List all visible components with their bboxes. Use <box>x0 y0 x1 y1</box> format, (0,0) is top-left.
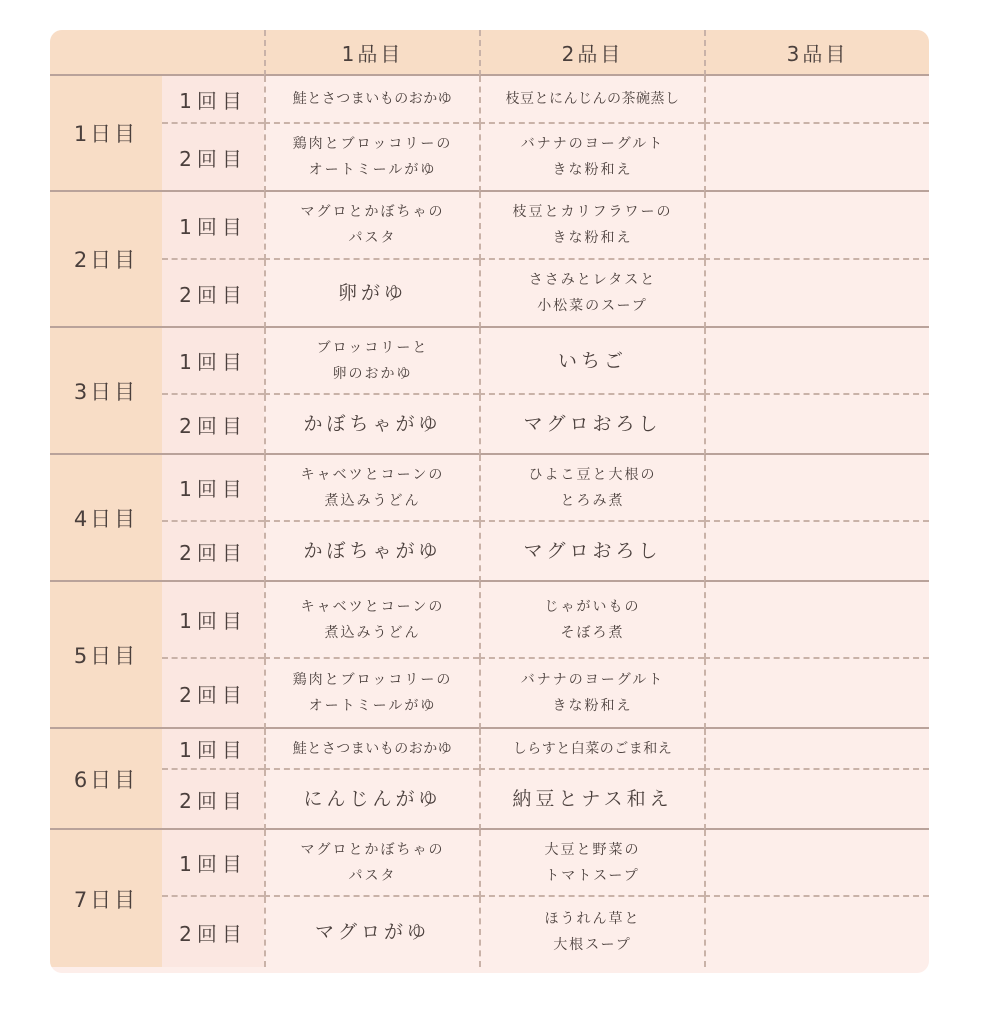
menu-item-1: 鶏肉とブロッコリーの オートミールがゆ <box>264 124 479 192</box>
menu-item-3 <box>704 76 929 124</box>
menu-item-3 <box>704 830 929 897</box>
menu-item-1: 鶏肉とブロッコリーの オートミールがゆ <box>264 659 479 729</box>
menu-item-2: マグロおろし <box>479 522 704 582</box>
meal-label: 1回目 <box>162 192 264 260</box>
menu-item-3 <box>704 328 929 395</box>
menu-item-3 <box>704 455 929 522</box>
menu-item-1: かぼちゃがゆ <box>264 395 479 455</box>
menu-item-1: 卵がゆ <box>264 260 479 328</box>
menu-item-1: ブロッコリーと 卵のおかゆ <box>264 328 479 395</box>
day-label: 1日目 <box>50 76 162 192</box>
menu-item-1: マグロがゆ <box>264 897 479 967</box>
menu-item-3 <box>704 124 929 192</box>
day-label: 6日目 <box>50 729 162 830</box>
menu-item-3 <box>704 729 929 770</box>
menu-item-2: じゃがいもの そぼろ煮 <box>479 582 704 659</box>
menu-item-2: ほうれん草と 大根スープ <box>479 897 704 967</box>
menu-item-1: マグロとかぼちゃの パスタ <box>264 830 479 897</box>
menu-item-2: バナナのヨーグルト きな粉和え <box>479 659 704 729</box>
menu-item-2: 大豆と野菜の トマトスープ <box>479 830 704 897</box>
weekly-menu-table <box>50 30 929 973</box>
header-item-1: 1品目 <box>264 30 479 76</box>
menu-item-3 <box>704 260 929 328</box>
menu-item-2: ひよこ豆と大根の とろみ煮 <box>479 455 704 522</box>
menu-item-2: いちご <box>479 328 704 395</box>
menu-item-1: 鮭とさつまいものおかゆ <box>264 76 479 124</box>
menu-item-2: バナナのヨーグルト きな粉和え <box>479 124 704 192</box>
meal-label: 2回目 <box>162 260 264 328</box>
day-label: 7日目 <box>50 830 162 967</box>
header-corner <box>50 30 264 76</box>
menu-item-2: 納豆とナス和え <box>479 770 704 830</box>
menu-item-2: 枝豆とにんじんの茶碗蒸し <box>479 76 704 124</box>
meal-label: 2回目 <box>162 659 264 729</box>
day-label: 4日目 <box>50 455 162 582</box>
menu-item-1: マグロとかぼちゃの パスタ <box>264 192 479 260</box>
meal-label: 2回目 <box>162 897 264 967</box>
meal-label: 2回目 <box>162 124 264 192</box>
meal-label: 1回目 <box>162 729 264 770</box>
menu-item-3 <box>704 897 929 967</box>
menu-item-1: キャベツとコーンの 煮込みうどん <box>264 582 479 659</box>
meal-label: 1回目 <box>162 455 264 522</box>
menu-item-3 <box>704 770 929 830</box>
meal-label: 1回目 <box>162 830 264 897</box>
menu-item-1: かぼちゃがゆ <box>264 522 479 582</box>
menu-item-3 <box>704 522 929 582</box>
day-label: 5日目 <box>50 582 162 729</box>
menu-item-1: 鮭とさつまいものおかゆ <box>264 729 479 770</box>
meal-label: 2回目 <box>162 395 264 455</box>
meal-label: 1回目 <box>162 582 264 659</box>
meal-label: 1回目 <box>162 328 264 395</box>
menu-item-3 <box>704 659 929 729</box>
header-item-3: 3品目 <box>704 30 929 76</box>
menu-item-2: しらすと白菜のごま和え <box>479 729 704 770</box>
menu-item-1: キャベツとコーンの 煮込みうどん <box>264 455 479 522</box>
menu-item-1: にんじんがゆ <box>264 770 479 830</box>
meal-label: 2回目 <box>162 522 264 582</box>
meal-label: 2回目 <box>162 770 264 830</box>
meal-label: 1回目 <box>162 76 264 124</box>
menu-item-3 <box>704 395 929 455</box>
day-label: 3日目 <box>50 328 162 455</box>
day-label: 2日目 <box>50 192 162 328</box>
menu-item-3 <box>704 192 929 260</box>
menu-item-2: 枝豆とカリフラワーの きな粉和え <box>479 192 704 260</box>
menu-item-2: マグロおろし <box>479 395 704 455</box>
menu-item-2: ささみとレタスと 小松菜のスープ <box>479 260 704 328</box>
menu-item-3 <box>704 582 929 659</box>
header-item-2: 2品目 <box>479 30 704 76</box>
